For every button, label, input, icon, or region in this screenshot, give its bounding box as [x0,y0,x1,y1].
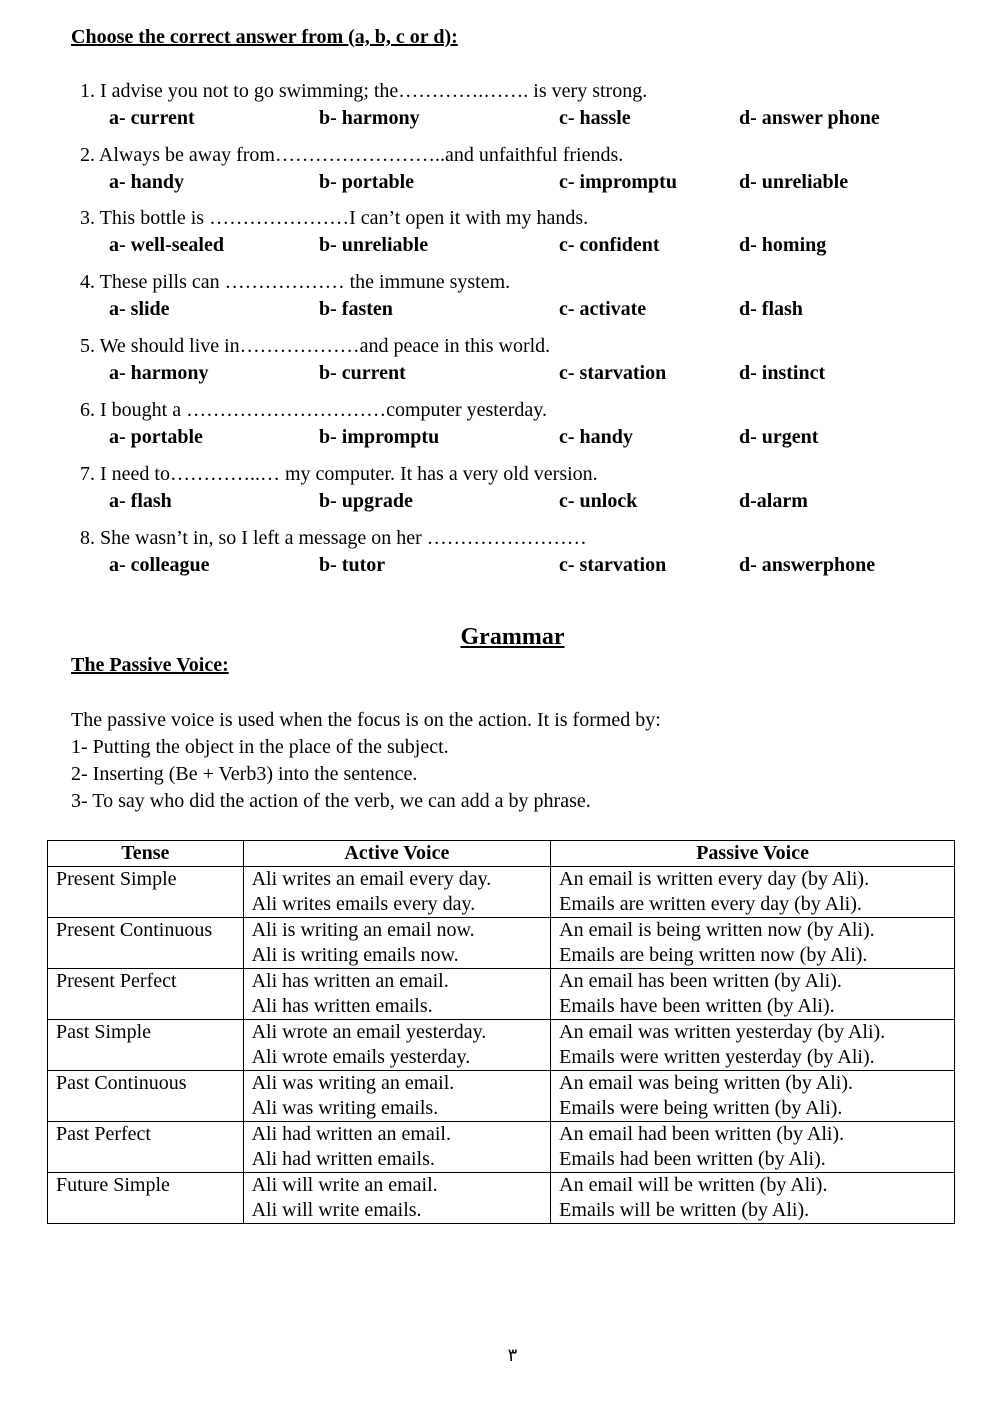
option-d[interactable]: d- flash [739,298,803,320]
option-c[interactable]: c- confident [559,234,660,256]
active-line: Ali is writing an email now. [251,919,475,941]
active-line: Ali had written emails. [251,1148,435,1170]
option-d[interactable]: d- instinct [739,362,826,384]
passive-line: Emails will be written (by Ali). [559,1199,810,1221]
passive-line: Emails were being written (by Ali). [559,1097,843,1119]
question-stem: 4. These pills can ……………… the immune system. [80,271,511,293]
option-a[interactable]: a- current [109,107,195,129]
question-stem: 2. Always be away from……………………..and unfaithful friends. [80,144,624,166]
passive-line: Emails had been written (by Ali). [559,1148,826,1170]
active-line: Ali is writing emails now. [251,944,459,966]
question-item [80,205,960,259]
option-d[interactable]: d- homing [739,234,827,256]
option-a[interactable]: a- slide [109,298,170,320]
header-active-voice: Active Voice [243,841,551,867]
passive-cell [551,1122,955,1173]
option-c[interactable]: c- activate [559,298,647,320]
passive-cell [551,1071,955,1122]
option-b[interactable]: b- upgrade [319,490,413,512]
table-row [48,969,955,1020]
active-cell [243,1173,551,1224]
option-a[interactable]: a- portable [109,426,203,448]
passive-voice-table [47,840,955,1224]
question-stem: 5. We should live in………………and peace in this world. [80,335,551,357]
passive-line: An email has been written (by Ali). [559,970,842,992]
tense-cell: Future Simple [48,1173,244,1224]
table-row [48,1020,955,1071]
option-a[interactable]: a- well-sealed [109,234,224,256]
question-item [80,269,960,323]
option-d[interactable]: d- answerphone [739,554,876,576]
tense-cell: Past Perfect [48,1122,244,1173]
question-item [80,78,960,132]
table-row [48,867,955,918]
active-line: Ali has written an email. [251,970,449,992]
active-line: Ali will write emails. [251,1199,422,1221]
passive-line: Emails are written every day (by Ali). [559,893,862,915]
question-options [80,168,960,196]
tense-cell: Present Simple [48,867,244,918]
active-cell [243,1020,551,1071]
table-row [48,918,955,969]
option-d[interactable]: d- answer phone [739,107,880,129]
table-row [48,1122,955,1173]
page-number: ٣ [507,1345,518,1365]
active-cell [243,969,551,1020]
intro-line: 1- Putting the object in the place of the subject. [71,736,449,758]
exercise-heading: Choose the correct answer from (a, b, c or d): [71,26,458,48]
question-options [80,231,960,259]
grammar-title: Grammar [460,624,565,650]
question-item [80,142,960,196]
passive-cell [551,969,955,1020]
intro-line: 3- To say who did the action of the verb, we can add a by phrase. [71,790,591,812]
intro-line: 2- Inserting (Be + Verb3) into the sentence. [71,763,418,785]
active-line: Ali has written emails. [251,995,433,1017]
active-cell [243,1122,551,1173]
option-c[interactable]: c- impromptu [559,171,677,193]
table-header-row [48,841,955,867]
question-stem: 8. She wasn’t in, so I left a message on her …………………… [80,527,587,549]
option-a[interactable]: a- colleague [109,554,210,576]
table-row [48,1173,955,1224]
option-b[interactable]: b- current [319,362,406,384]
passive-line: An email had been written (by Ali). [559,1123,845,1145]
question-stem: 7. I need to…………..… my computer. It has a very old version. [80,463,598,485]
active-line: Ali writes emails every day. [251,893,476,915]
question-options [80,295,960,323]
question-stem: 1. I advise you not to go swimming; the………….……. is very strong. [80,80,648,102]
option-b[interactable]: b- fasten [319,298,393,320]
active-line: Ali wrote an email yesterday. [251,1021,487,1043]
question-options [80,551,960,579]
intro-line: The passive voice is used when the focus is on the action. It is formed by: [71,709,661,731]
passive-line: Emails have been written (by Ali). [559,995,835,1017]
passive-voice-title: The Passive Voice: [71,654,229,676]
passive-line: An email was being written (by Ali). [559,1072,853,1094]
passive-line: An email is being written now (by Ali). [559,919,875,941]
option-b[interactable]: b- portable [319,171,414,193]
passive-line: Emails are being written now (by Ali). [559,944,868,966]
passive-cell [551,918,955,969]
active-line: Ali had written an email. [251,1123,451,1145]
active-cell [243,867,551,918]
option-c[interactable]: c- starvation [559,554,667,576]
header-passive-voice: Passive Voice [551,841,955,867]
question-stem: 3. This bottle is …………………I can’t open it with my hands. [80,207,589,229]
tense-cell: Past Continuous [48,1071,244,1122]
option-c[interactable]: c- hassle [559,107,631,129]
passive-line: An email is written every day (by Ali). [559,868,870,890]
passive-line: Emails were written yesterday (by Ali). [559,1046,875,1068]
tense-cell: Present Continuous [48,918,244,969]
passive-voice-intro [71,707,661,815]
question-options [80,423,960,451]
option-b[interactable]: b- impromptu [319,426,440,448]
question-options [80,104,960,132]
question-item [80,397,960,451]
question-item [80,525,960,579]
question-options [80,487,960,515]
passive-cell [551,867,955,918]
question-options [80,359,960,387]
passive-cell [551,1173,955,1224]
table-row [48,1071,955,1122]
active-cell [243,1071,551,1122]
option-b[interactable]: b- tutor [319,554,386,576]
question-stem: 6. I bought a …………………………computer yesterday. [80,399,547,421]
active-line: Ali was writing an email. [251,1072,455,1094]
active-line: Ali wrote emails yesterday. [251,1046,471,1068]
tense-cell: Present Perfect [48,969,244,1020]
active-line: Ali was writing emails. [251,1097,439,1119]
passive-cell [551,1020,955,1071]
passive-line: An email will be written (by Ali). [559,1174,828,1196]
question-item [80,461,960,515]
option-b[interactable]: b- unreliable [319,234,429,256]
active-line: Ali writes an email every day. [251,868,492,890]
header-tense: Tense [48,841,244,867]
option-c[interactable]: c- starvation [559,362,667,384]
option-d[interactable]: d- urgent [739,426,819,448]
passive-line: An email was written yesterday (by Ali). [559,1021,886,1043]
active-line: Ali will write an email. [251,1174,438,1196]
question-item [80,333,960,387]
option-d[interactable]: d-alarm [739,490,808,512]
option-a[interactable]: a- flash [109,490,172,512]
option-a[interactable]: a- harmony [109,362,209,384]
tense-cell: Past Simple [48,1020,244,1071]
option-d[interactable]: d- unreliable [739,171,849,193]
option-c[interactable]: c- unlock [559,490,638,512]
option-b[interactable]: b- harmony [319,107,420,129]
option-c[interactable]: c- handy [559,426,633,448]
active-cell [243,918,551,969]
option-a[interactable]: a- handy [109,171,185,193]
